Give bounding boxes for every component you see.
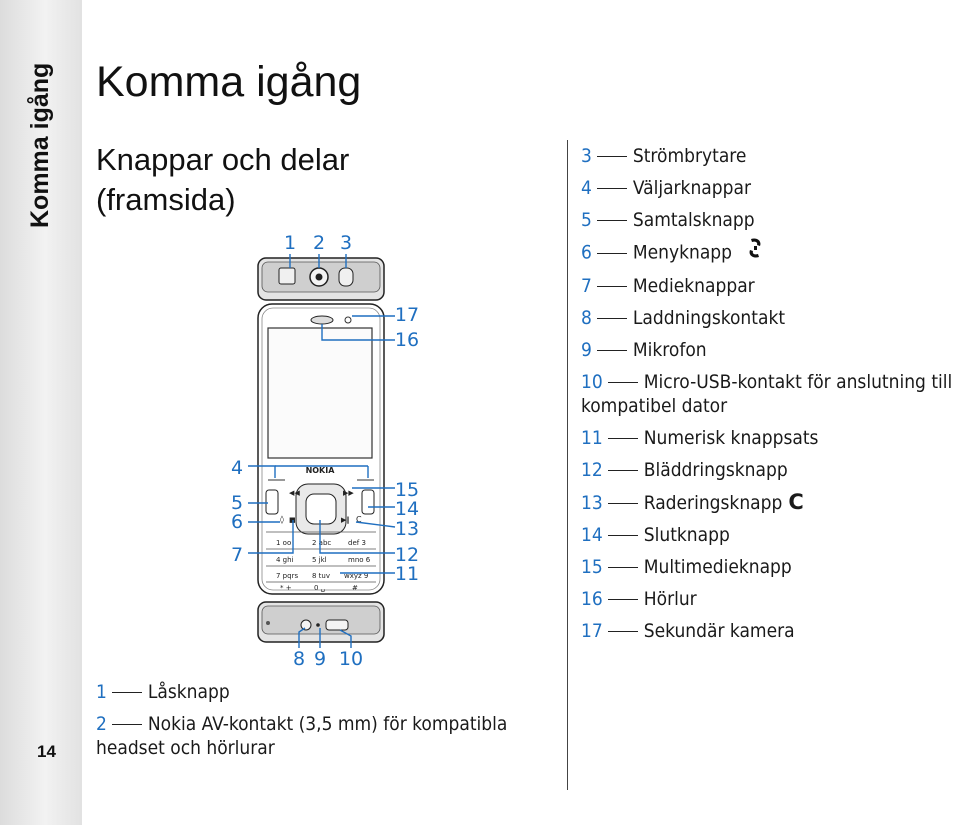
list-item: 9 Mikrofon xyxy=(581,339,707,361)
callout-16: 16 xyxy=(394,329,420,351)
list-item: 11 Numerisk knappsats xyxy=(581,427,819,449)
callout-1: 1 xyxy=(283,232,297,254)
svg-text:▶‖: ▶‖ xyxy=(341,516,350,524)
callout-4: 4 xyxy=(230,457,244,479)
key-5: 5 jkl xyxy=(312,556,327,564)
list-item: 10 Micro-USB-kontakt för anslutning till kompatibel dator xyxy=(581,371,953,417)
key-4: 4 ghi xyxy=(276,556,294,564)
list-item: 1 Låsknapp xyxy=(96,681,230,703)
key-1: 1 oo xyxy=(276,539,292,547)
svg-text:■: ■ xyxy=(289,516,296,524)
callout-2: 2 xyxy=(312,232,326,254)
list-item: 5 Samtalsknapp xyxy=(581,209,755,231)
callout-7: 7 xyxy=(230,544,244,566)
phone-diagram xyxy=(210,228,450,673)
callout-15: 15 xyxy=(394,479,420,501)
key-hash: # xyxy=(352,584,358,592)
page-number: 14 xyxy=(37,742,56,761)
key-8: 8 tuv xyxy=(312,572,331,580)
key-3: def 3 xyxy=(348,539,366,547)
svg-text:◊: ◊ xyxy=(280,515,284,524)
callout-17: 17 xyxy=(394,304,420,326)
key-7: 7 pqrs xyxy=(276,572,299,580)
list-item: 4 Väljarknappar xyxy=(581,177,751,199)
callout-6: 6 xyxy=(230,511,244,533)
list-item: 2 Nokia AV-kontakt (3,5 mm) för kompatibla headset och hörlurar xyxy=(96,713,508,759)
section-subtitle: Knappar och delar (framsida) xyxy=(96,142,350,217)
key-2: 2 abc xyxy=(312,539,332,547)
key-6: mno 6 xyxy=(348,556,371,564)
phone-bottom-edge xyxy=(258,602,384,642)
svg-text:C: C xyxy=(356,515,362,524)
callout-13: 13 xyxy=(394,518,420,540)
svg-text:◀◀: ◀◀ xyxy=(289,489,300,497)
svg-text:▶▶: ▶▶ xyxy=(343,489,354,497)
list-item: 15 Multimedieknapp xyxy=(581,556,792,578)
phone-top-edge xyxy=(258,258,384,300)
column-divider xyxy=(567,140,568,790)
key-0: 0 ␣ xyxy=(314,584,326,592)
callout-10: 10 xyxy=(338,648,364,670)
callout-9: 9 xyxy=(313,648,327,670)
list-item: 12 Bläddringsknapp xyxy=(581,459,788,481)
parts-list-right xyxy=(581,140,959,647)
list-item: 8 Laddningskontakt xyxy=(581,307,786,329)
page-title: Komma igång xyxy=(96,58,362,106)
key-star: * + xyxy=(280,584,292,592)
list-item: 3 Strömbrytare xyxy=(581,145,747,167)
list-item: 14 Slutknapp xyxy=(581,524,730,546)
brand-logo: NOKIA xyxy=(305,466,335,475)
key-9: wxyz 9 xyxy=(344,572,369,580)
phone-body xyxy=(258,304,384,594)
list-item: 13 Raderingsknapp C xyxy=(581,490,804,514)
sidebar-tab xyxy=(0,0,82,825)
parts-list-left xyxy=(96,676,556,764)
callout-11: 11 xyxy=(394,563,420,585)
callout-5: 5 xyxy=(230,492,244,514)
callout-8: 8 xyxy=(292,648,306,670)
callout-14: 14 xyxy=(394,498,420,520)
list-item: 17 Sekundär kamera xyxy=(581,620,795,642)
callout-3: 3 xyxy=(339,232,353,254)
list-item: 16 Hörlur xyxy=(581,588,697,610)
callout-12: 12 xyxy=(394,544,420,566)
clear-key-badge: C xyxy=(788,490,804,514)
section-label: Komma igång xyxy=(26,62,54,228)
menu-key-icon xyxy=(745,236,765,270)
list-item: 7 Medieknappar xyxy=(581,275,755,297)
list-item: 6 Menyknapp xyxy=(581,236,959,270)
